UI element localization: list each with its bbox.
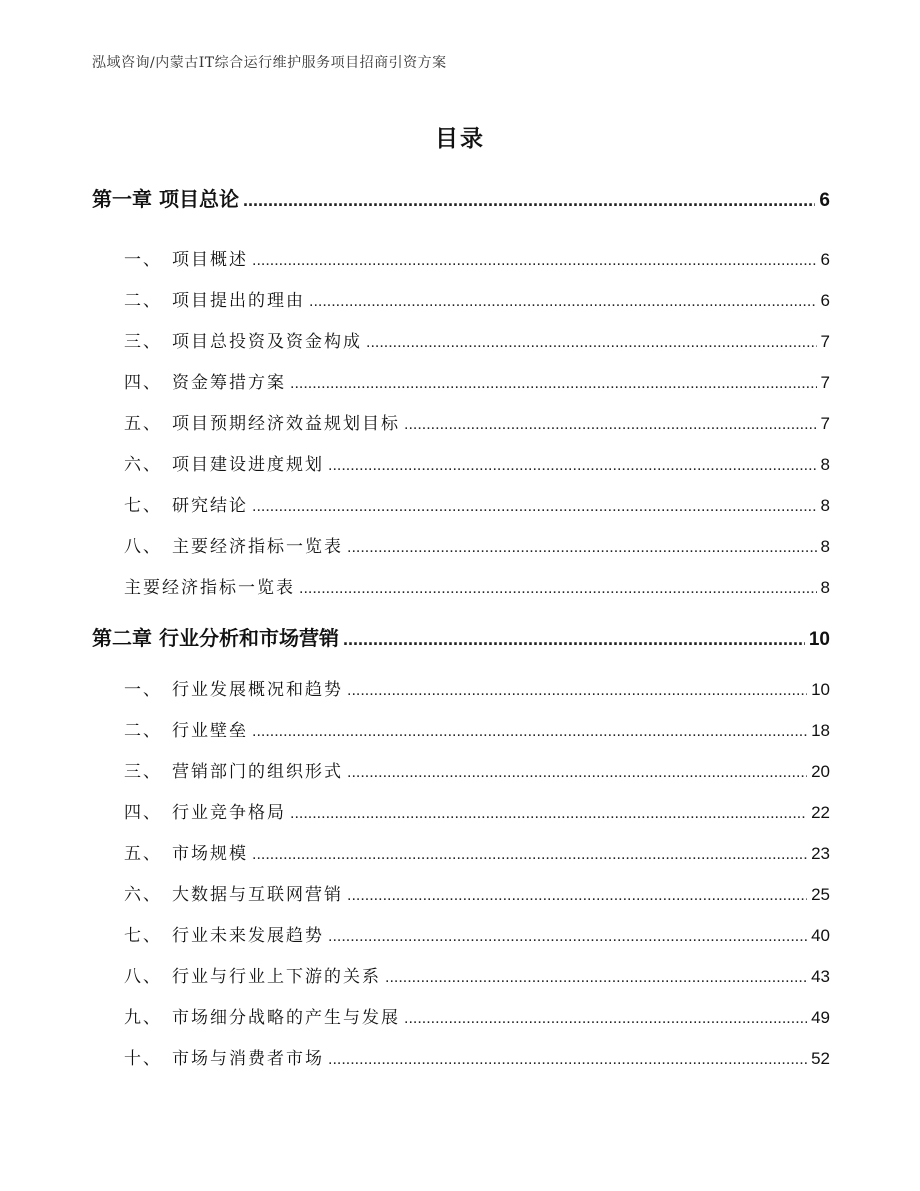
toc-dot-leader [404, 414, 817, 434]
toc-entry-number: 五、 [124, 414, 162, 434]
toc-entry-label: 市场规模 [172, 844, 248, 864]
toc-entry-label: 研究结论 [172, 496, 248, 516]
toc-entry-label: 行业发展概况和趋势 [172, 680, 343, 700]
toc-section-entry[interactable] [92, 286, 830, 311]
toc-entry-label: 项目预期经济效益规划目标 [172, 414, 400, 434]
toc-entry-number: 一、 [124, 680, 162, 700]
toc-entry-label: 营销部门的组织形式 [172, 762, 343, 782]
toc-dot-leader [347, 537, 817, 557]
toc-section-entry[interactable] [92, 327, 830, 352]
toc-entry-label: 行业未来发展趋势 [172, 926, 324, 946]
toc-dot-leader [347, 762, 807, 782]
toc-entry-number: 七、 [124, 496, 162, 516]
toc-entry-number: 二、 [124, 291, 162, 311]
toc-section-entry[interactable] [92, 798, 830, 823]
toc-entry-number: 六、 [124, 885, 162, 905]
toc-page-number: 40 [811, 926, 830, 945]
toc-dot-leader [347, 680, 807, 700]
toc-page-number: 6 [820, 250, 830, 269]
toc-page-number: 43 [811, 967, 830, 986]
toc-dot-leader [347, 885, 807, 905]
toc-page-number: 23 [811, 844, 830, 863]
toc-section-entry[interactable] [92, 716, 830, 741]
toc-page-number: 20 [811, 762, 830, 781]
toc-entry-number: 五、 [124, 844, 162, 864]
toc-entry-number: 八、 [124, 967, 162, 987]
toc-entry-label: 市场与消费者市场 [172, 1049, 324, 1069]
toc-entry-number: 一、 [124, 250, 162, 270]
toc-entry-label: 行业竞争格局 [172, 803, 286, 823]
toc-entry-number: 四、 [124, 373, 162, 393]
toc-section-entry[interactable] [92, 409, 830, 434]
toc-chapter-entry[interactable] [92, 622, 830, 651]
toc-page-number: 8 [820, 537, 830, 556]
toc-entry-label: 第一章 项目总论 [92, 187, 239, 211]
toc-dot-leader [366, 332, 817, 352]
toc-page-number: 7 [820, 332, 830, 351]
toc-entry-label: 主要经济指标一览表 [172, 537, 343, 557]
toc-page-number: 6 [820, 291, 830, 310]
toc-section-entry[interactable] [92, 491, 830, 516]
toc-dot-leader [299, 578, 817, 598]
toc-entry-label: 资金筹措方案 [172, 373, 286, 393]
toc-dot-leader [385, 967, 807, 987]
toc-page-number: 8 [820, 455, 830, 474]
toc-entry-number: 三、 [124, 332, 162, 352]
toc-entry-label: 项目建设进度规划 [172, 455, 324, 475]
toc-page-number: 25 [811, 885, 830, 904]
toc-page-number: 52 [811, 1049, 830, 1068]
toc-entry-label: 项目提出的理由 [172, 291, 305, 311]
toc-section-entry[interactable] [92, 880, 830, 905]
toc-section-entry[interactable] [92, 532, 830, 557]
toc-page-number: 10 [811, 680, 830, 699]
toc-entry-label: 市场细分战略的产生与发展 [172, 1008, 400, 1028]
toc-dot-leader [243, 187, 815, 211]
toc-section-entry[interactable] [92, 1003, 830, 1028]
toc-entry-label: 项目概述 [172, 250, 248, 270]
toc-entry-number: 十、 [124, 1049, 162, 1069]
toc-page-number: 7 [820, 414, 830, 433]
toc-chapter-entry[interactable] [92, 183, 830, 212]
toc-dot-leader [404, 1008, 807, 1028]
toc-section-entry[interactable] [92, 245, 830, 270]
toc-dot-leader [290, 373, 817, 393]
toc-page-number: 7 [820, 373, 830, 392]
toc-dot-leader [252, 496, 817, 516]
toc-entry-number: 六、 [124, 455, 162, 475]
toc-page-number: 8 [820, 496, 830, 515]
toc-entry-number: 四、 [124, 803, 162, 823]
toc-section-entry[interactable] [92, 757, 830, 782]
toc-title: 目录 [435, 126, 485, 152]
toc-section-entry[interactable] [92, 368, 830, 393]
toc-entry-label: 大数据与互联网营销 [172, 885, 343, 905]
toc-entry-label: 主要经济指标一览表 [124, 578, 295, 598]
toc-dot-leader [343, 626, 805, 650]
running-header: 泓域咨询/内蒙古IT综合运行维护服务项目招商引资方案 [92, 55, 447, 71]
toc-page-number: 10 [808, 629, 830, 650]
toc-entry-number: 九、 [124, 1008, 162, 1028]
toc-dot-leader [309, 291, 817, 311]
toc-entry-number: 三、 [124, 762, 162, 782]
toc-dot-leader [328, 455, 817, 475]
toc-entry-number: 二、 [124, 721, 162, 741]
toc-dot-leader [252, 250, 817, 270]
toc-section-entry[interactable] [92, 450, 830, 475]
toc-dot-leader [328, 1049, 807, 1069]
toc-page-number: 8 [820, 578, 830, 597]
toc-entry-label: 项目总投资及资金构成 [172, 332, 362, 352]
toc-page-number: 18 [811, 721, 830, 740]
toc-section-entry[interactable] [92, 573, 830, 598]
toc-page-number: 22 [811, 803, 830, 822]
toc-dot-leader [252, 721, 807, 741]
toc-page-number: 49 [811, 1008, 830, 1027]
toc-dot-leader [252, 844, 807, 864]
toc-entry-number: 八、 [124, 537, 162, 557]
toc-entry-label: 行业与行业上下游的关系 [172, 967, 381, 987]
toc-page-number: 6 [819, 190, 830, 211]
toc-section-entry[interactable] [92, 921, 830, 946]
toc-section-entry[interactable] [92, 962, 830, 987]
toc-dot-leader [290, 803, 807, 823]
toc-entry-number: 七、 [124, 926, 162, 946]
toc-entry-label: 第二章 行业分析和市场营销 [92, 626, 339, 650]
toc-section-entry[interactable] [92, 839, 830, 864]
toc-entry-label: 行业壁垒 [172, 721, 248, 741]
toc-section-entry[interactable] [92, 1044, 830, 1069]
toc-dot-leader [328, 926, 807, 946]
toc-section-entry[interactable] [92, 675, 830, 700]
